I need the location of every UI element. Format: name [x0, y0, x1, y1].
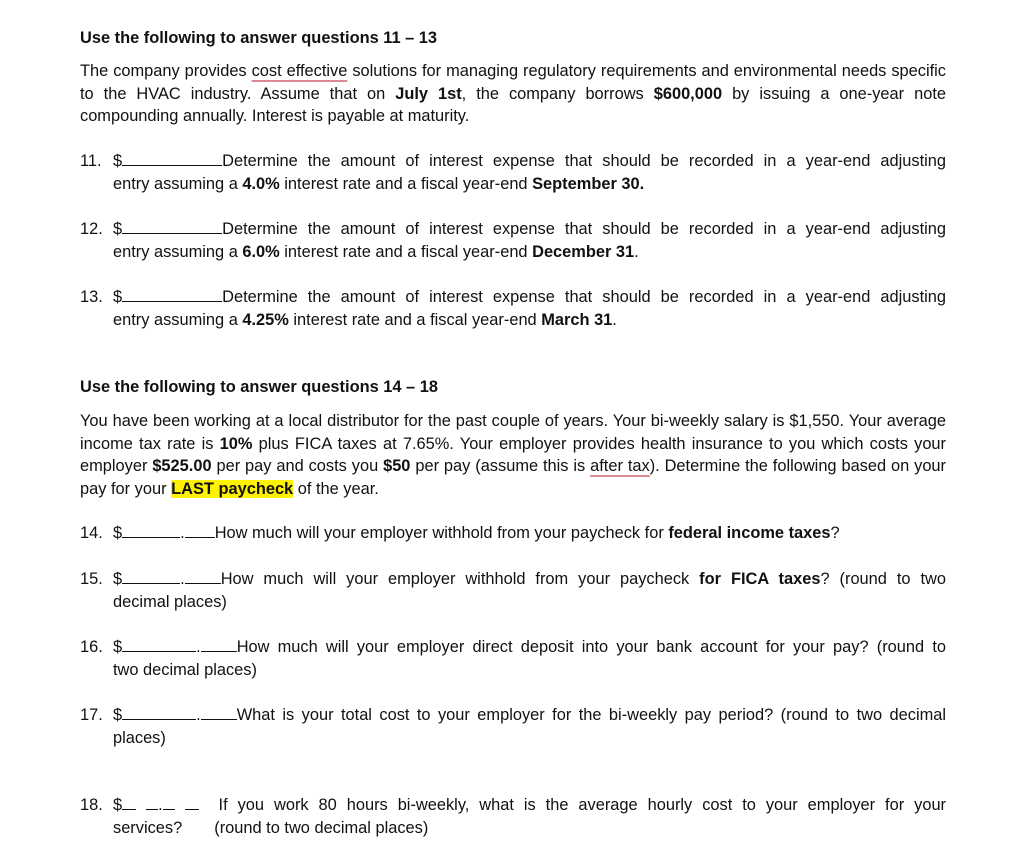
- answer-blank-18-b[interactable]: [146, 795, 158, 810]
- question-14: 14. $ . How much will your employer withhold from your paycheck for federal income taxes?: [80, 524, 840, 542]
- answer-blank-14-cents[interactable]: [185, 523, 215, 538]
- answer-blank-15-dollars[interactable]: [122, 569, 180, 584]
- spellcheck-flag: after tax: [590, 457, 650, 475]
- section2-heading: Use the following to answer questions 14 – 18: [80, 378, 438, 396]
- answer-blank-12[interactable]: [122, 219, 222, 234]
- answer-blank-11[interactable]: [122, 151, 222, 166]
- answer-blank-13[interactable]: [122, 287, 222, 302]
- answer-blank-18-c[interactable]: [163, 795, 175, 810]
- question-16: 16. $ . How much will your employer direct deposit into your bank account for your pay? (round to two decimal places): [80, 638, 946, 679]
- answer-blank-17-dollars[interactable]: [122, 705, 196, 720]
- section2-intro: You have been working at a local distributor for the past couple of years. Your bi-weekly salary is $1,550. Your average income tax rate is 10% plus FICA taxes at 7.65%. Your employer provides health insurance to you which costs your employer $525.00 per pay and costs you $50 per pay (assume this is after tax). Determine the following based on your pay for your LAST paycheck of the year.: [80, 412, 947, 498]
- answer-blank-18-d[interactable]: [185, 795, 199, 810]
- answer-blank-15-cents[interactable]: [185, 569, 221, 584]
- section1-heading: Use the following to answer questions 11 – 13: [80, 29, 438, 47]
- answer-blank-16-dollars[interactable]: [122, 637, 196, 652]
- spellcheck-flag: cost effective: [251, 62, 348, 80]
- answer-blank-18-a[interactable]: [122, 795, 136, 810]
- question-12: 12. $ Determine the amount of interest expense that should be recorded in a year-end adjusting entry assuming a 6.0% interest rate and a fiscal year-end December 31.: [80, 220, 946, 261]
- question-17: 17. $ . What is your total cost to your employer for the bi-weekly pay period? (round to two decimal places): [80, 706, 946, 747]
- section1-intro: The company provides cost effective solutions for managing regulatory requirements and environmental needs specific to the HVAC industry. Assume that on July 1st, the company borrows $600,000 by issuing a one-year note compounding annually. Interest is payable at maturity.: [80, 62, 947, 125]
- answer-blank-17-cents[interactable]: [201, 705, 237, 720]
- highlighted-text: LAST paycheck: [171, 479, 294, 498]
- answer-blank-16-cents[interactable]: [201, 637, 237, 652]
- question-18: 18. $ . If you work 80 hours bi-weekly, what is the average hourly cost to your employer for your services? (round to two decimal places): [80, 796, 947, 837]
- question-15: 15. $ . How much will your employer withhold from your paycheck for FICA taxes? (round to two decimal places): [80, 570, 946, 611]
- question-11: 11. $ Determine the amount of interest expense that should be recorded in a year-end adjusting entry assuming a 4.0% interest rate and a fiscal year-end September 30.: [80, 152, 946, 193]
- question-13: 13. $ Determine the amount of interest expense that should be recorded in a year-end adjusting entry assuming a 4.25% interest rate and a fiscal year-end March 31.: [80, 288, 946, 329]
- answer-blank-14-dollars[interactable]: [122, 523, 180, 538]
